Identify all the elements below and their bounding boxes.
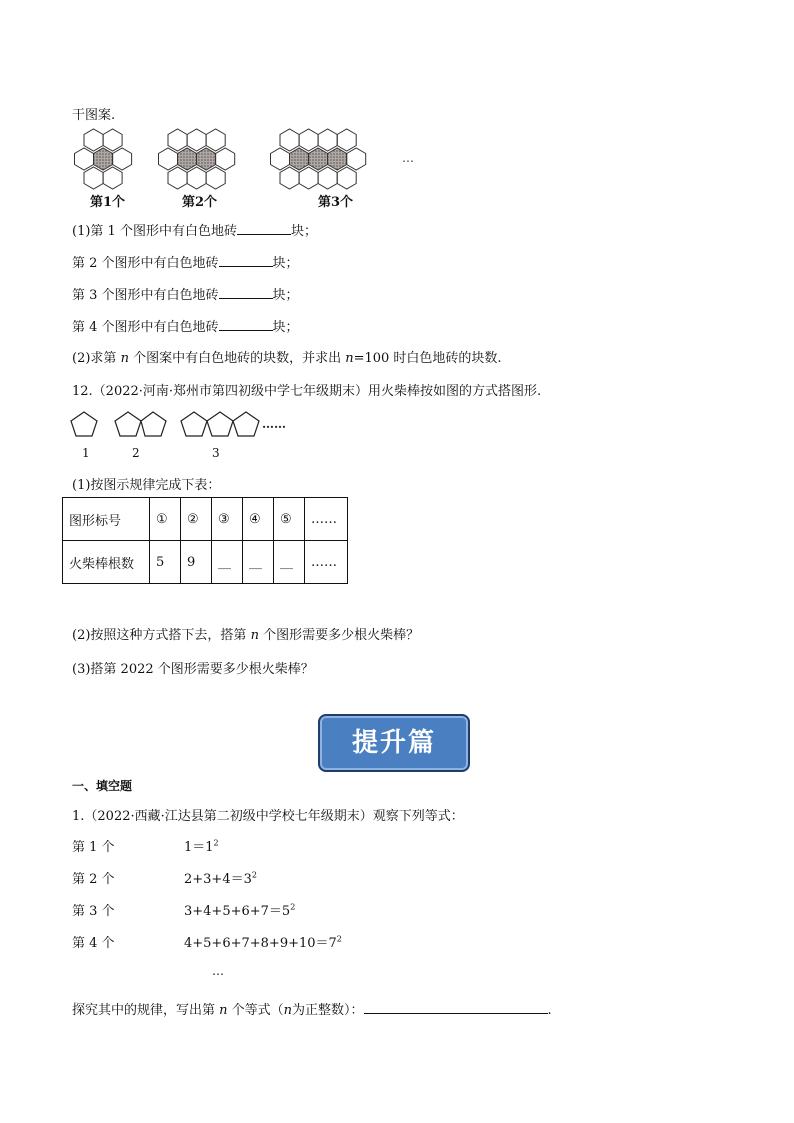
- white-tile: [168, 129, 187, 151]
- white-tile: [206, 167, 225, 189]
- fig-label-3: 3: [212, 446, 220, 460]
- equation-1: $1=1^2$: [184, 838, 219, 855]
- answer-blank[interactable]: [364, 1001, 548, 1014]
- white-tile: [337, 167, 356, 189]
- equation-2: $2+3+4=3^2$: [184, 870, 257, 887]
- q12-part-2: (2)按照这种方式搭下去，搭第 n 个图形需要多少根火柴棒？: [72, 628, 420, 643]
- section-heading: 一、填空题: [72, 779, 133, 793]
- gray-tile: [328, 148, 347, 170]
- q11-line-2: 第 2 个图形中有白色地砖 块；: [72, 256, 299, 271]
- table-cell: ④: [243, 498, 274, 541]
- q11-line-4: 第 4 个图形中有白色地砖 块；: [72, 320, 299, 335]
- white-tile: [159, 148, 178, 170]
- gray-tile: [178, 148, 197, 170]
- eq-label-2: 第 2 个: [72, 872, 115, 887]
- white-tile: [103, 167, 122, 189]
- eq-label-3: 第 3 个: [72, 904, 115, 919]
- table-cell: ……: [305, 541, 348, 584]
- white-tile: [75, 148, 94, 170]
- table-cell: 火柴棒根数: [63, 541, 150, 584]
- intro-text: 干图案.: [72, 108, 116, 123]
- eq-label-1: 第 1 个: [72, 840, 115, 855]
- white-tile: [206, 129, 225, 151]
- eq-label-4: 第 4 个: [72, 936, 115, 951]
- equation-3: $3+4+5+6+7=5^2$: [184, 902, 296, 919]
- gray-tile: [290, 148, 309, 170]
- table-row: [63, 541, 348, 584]
- table-answer-cell[interactable]: __: [243, 541, 274, 584]
- fig-label-2: 2: [132, 446, 140, 460]
- table-cell: ①: [150, 498, 181, 541]
- answer-blank[interactable]: [237, 222, 291, 235]
- white-tile: [84, 167, 103, 189]
- table-answer-cell[interactable]: __: [212, 541, 243, 584]
- answer-blank[interactable]: [219, 318, 273, 331]
- pentagon-ellipsis: ……: [262, 417, 286, 431]
- answer-blank[interactable]: [219, 286, 273, 299]
- table-cell: ……: [305, 498, 348, 541]
- q12-stem: 12.（2022·河南·郑州市第四初级中学七年级期末）用火柴棒按如图的方式搭图形.: [72, 384, 542, 399]
- white-tile: [216, 148, 235, 170]
- pentagon-matchstick-figures: [68, 408, 298, 448]
- q12-part-3: (3)搭第 2022 个图形需要多少根火柴棒？: [72, 662, 314, 677]
- hex-caption-3: 第3个: [318, 195, 354, 210]
- q11-line-1: (1)第 1 个图形中有白色地砖 块；: [72, 224, 317, 239]
- white-tile: [168, 167, 187, 189]
- table-cell: ③: [212, 498, 243, 541]
- matchstick-table: [62, 497, 348, 584]
- hex-ellipsis: …: [402, 151, 414, 165]
- hexagon-tile-figures: [72, 126, 432, 192]
- white-tile: [299, 167, 318, 189]
- q12-part-1: (1)按图示规律完成下表：: [72, 478, 221, 493]
- white-tile: [299, 129, 318, 151]
- white-tile: [113, 148, 132, 170]
- q1-stem: 1.（2022·西藏·江达县第二初级中学校七年级期末）观察下列等式：: [72, 809, 464, 824]
- white-tile: [337, 129, 356, 151]
- white-tile: [318, 129, 337, 151]
- white-tile: [84, 129, 103, 151]
- gray-tile: [309, 148, 328, 170]
- white-tile: [271, 148, 290, 170]
- table-cell: 5: [150, 541, 181, 584]
- answer-blank[interactable]: [219, 254, 273, 267]
- gray-tile: [94, 148, 113, 170]
- section-banner: 提升篇: [318, 714, 470, 772]
- gray-tile: [197, 148, 216, 170]
- white-tile: [103, 129, 122, 151]
- hex-caption-2: 第2个: [182, 195, 218, 210]
- equation-dots: …: [212, 964, 224, 978]
- white-tile: [187, 167, 206, 189]
- table-cell: ②: [181, 498, 212, 541]
- table-cell: ⑤: [274, 498, 305, 541]
- q11-line-3: 第 3 个图形中有白色地砖 块；: [72, 288, 299, 303]
- hex-caption-1: 第1个: [90, 195, 126, 210]
- white-tile: [318, 167, 337, 189]
- q1-ask: 探究其中的规律，写出第 n 个等式（n为正整数）： .: [72, 1003, 552, 1018]
- table-cell: 9: [181, 541, 212, 584]
- fig-label-1: 1: [82, 446, 90, 460]
- white-tile: [280, 167, 299, 189]
- white-tile: [347, 148, 366, 170]
- white-tile: [187, 129, 206, 151]
- q11-part-2: (2)求第 n 个图案中有白色地砖的块数，并求出 n=100 时白色地砖的块数.: [72, 351, 502, 366]
- table-answer-cell[interactable]: __: [274, 541, 305, 584]
- table-row: [63, 498, 348, 541]
- table-cell: 图形标号: [63, 498, 150, 541]
- equation-4: $4+5+6+7+8+9+10=7^2$: [184, 934, 342, 951]
- white-tile: [280, 129, 299, 151]
